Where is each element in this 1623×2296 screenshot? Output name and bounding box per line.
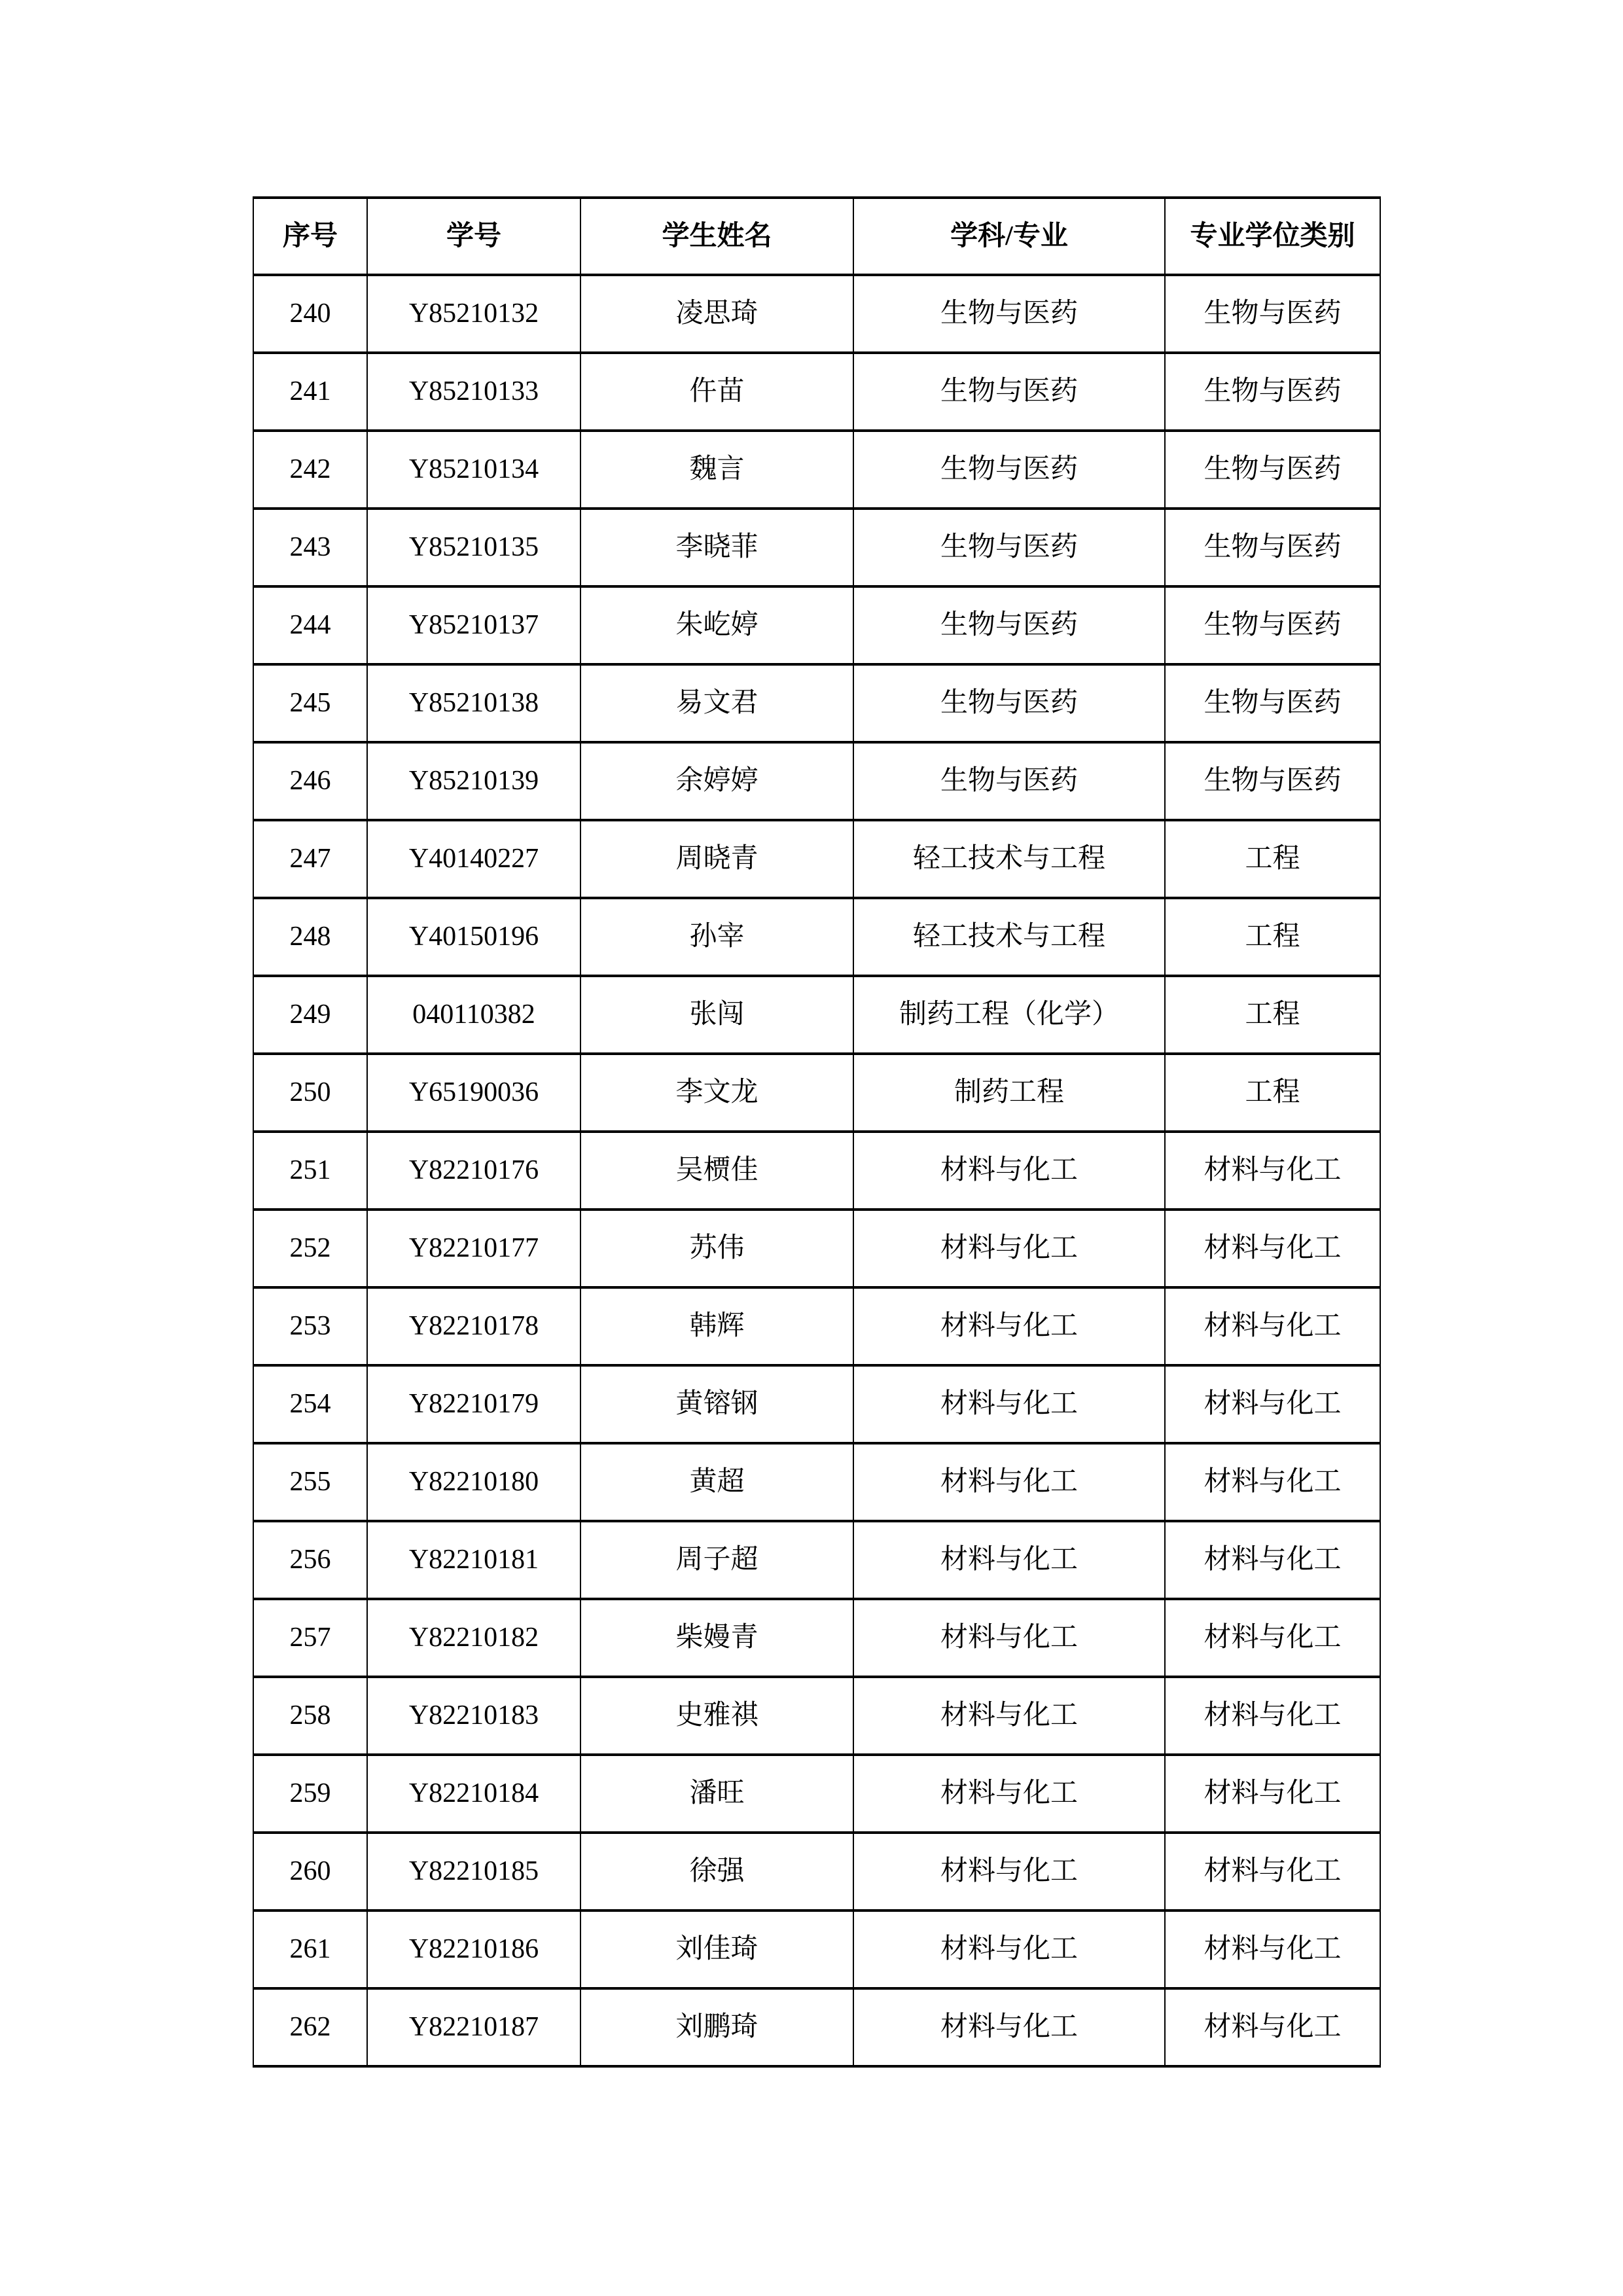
cell-student-id: Y82210183 [367,1677,580,1755]
cell-serial-number: 247 [253,820,367,898]
cell-serial-number: 240 [253,275,367,353]
cell-student-name: 李文龙 [580,1054,853,1132]
cell-major: 轻工技术与工程 [853,820,1165,898]
cell-student-id: Y85210138 [367,664,580,742]
cell-student-id: Y85210137 [367,586,580,664]
header-major: 学科/专业 [853,198,1165,275]
table-row [253,742,1380,820]
cell-student-id: Y85210134 [367,431,580,509]
cell-serial-number: 244 [253,586,367,664]
table-row [253,1677,1380,1755]
cell-student-id: Y82210187 [367,1988,580,2066]
cell-major: 材料与化工 [853,1521,1165,1599]
cell-student-id: Y65190036 [367,1054,580,1132]
table-row [253,1988,1380,2066]
cell-student-id: Y40140227 [367,820,580,898]
cell-student-name: 刘鹏琦 [580,1988,853,2066]
cell-student-id: Y85210132 [367,275,580,353]
cell-serial-number: 262 [253,1988,367,2066]
cell-serial-number: 241 [253,353,367,431]
cell-serial-number: 260 [253,1833,367,1910]
cell-major: 材料与化工 [853,1599,1165,1677]
cell-student-id: Y82210182 [367,1599,580,1677]
table-row [253,1910,1380,1988]
cell-major: 生物与医药 [853,275,1165,353]
cell-serial-number: 250 [253,1054,367,1132]
cell-major: 生物与医药 [853,509,1165,586]
cell-student-id: Y85210133 [367,353,580,431]
cell-student-name: 凌思琦 [580,275,853,353]
cell-serial-number: 251 [253,1132,367,1210]
cell-major: 材料与化工 [853,1677,1165,1755]
cell-major: 生物与医药 [853,353,1165,431]
cell-student-name: 徐强 [580,1833,853,1910]
cell-student-name: 吴槚佳 [580,1132,853,1210]
cell-degree-category: 材料与化工 [1165,1365,1380,1443]
header-serial-number: 序号 [253,198,367,275]
cell-serial-number: 248 [253,898,367,976]
cell-student-name: 柴嫚青 [580,1599,853,1677]
table-row [253,1287,1380,1365]
table-row [253,820,1380,898]
cell-student-name: 苏伟 [580,1210,853,1287]
table-row [253,976,1380,1054]
cell-student-name: 张闯 [580,976,853,1054]
cell-degree-category: 材料与化工 [1165,1910,1380,1988]
cell-serial-number: 254 [253,1365,367,1443]
cell-student-id: Y82210186 [367,1910,580,1988]
cell-serial-number: 242 [253,431,367,509]
table-row [253,431,1380,509]
cell-student-name: 孙宰 [580,898,853,976]
cell-student-name: 魏言 [580,431,853,509]
cell-major: 材料与化工 [853,1910,1165,1988]
cell-degree-category: 工程 [1165,820,1380,898]
cell-major: 材料与化工 [853,1210,1165,1287]
cell-degree-category: 生物与医药 [1165,275,1380,353]
cell-major: 材料与化工 [853,1287,1165,1365]
cell-degree-category: 生物与医药 [1165,742,1380,820]
cell-serial-number: 258 [253,1677,367,1755]
cell-student-name: 周晓青 [580,820,853,898]
cell-serial-number: 255 [253,1443,367,1521]
table-row [253,509,1380,586]
table-row [253,1365,1380,1443]
header-student-name: 学生姓名 [580,198,853,275]
cell-major: 材料与化工 [853,1365,1165,1443]
cell-major: 材料与化工 [853,1833,1165,1910]
cell-student-name: 易文君 [580,664,853,742]
cell-degree-category: 材料与化工 [1165,1210,1380,1287]
cell-major: 生物与医药 [853,742,1165,820]
table-row [253,1054,1380,1132]
cell-major: 材料与化工 [853,1988,1165,2066]
cell-student-id: Y82210184 [367,1755,580,1833]
cell-degree-category: 材料与化工 [1165,1443,1380,1521]
cell-student-name: 刘佳琦 [580,1910,853,1988]
table-body [253,275,1380,2066]
cell-student-id: Y82210181 [367,1521,580,1599]
cell-student-id: Y85210135 [367,509,580,586]
cell-degree-category: 材料与化工 [1165,1521,1380,1599]
cell-student-id: Y82210185 [367,1833,580,1910]
cell-major: 生物与医药 [853,586,1165,664]
cell-student-name: 潘旺 [580,1755,853,1833]
cell-serial-number: 256 [253,1521,367,1599]
table-row [253,1833,1380,1910]
cell-degree-category: 工程 [1165,976,1380,1054]
cell-student-id: 040110382 [367,976,580,1054]
cell-degree-category: 材料与化工 [1165,1833,1380,1910]
cell-student-id: Y82210177 [367,1210,580,1287]
cell-serial-number: 261 [253,1910,367,1988]
cell-student-name: 史雅祺 [580,1677,853,1755]
cell-serial-number: 257 [253,1599,367,1677]
cell-degree-category: 生物与医药 [1165,431,1380,509]
cell-serial-number: 243 [253,509,367,586]
table-row [253,275,1380,353]
cell-serial-number: 245 [253,664,367,742]
table-row [253,1521,1380,1599]
cell-serial-number: 246 [253,742,367,820]
table-row [253,353,1380,431]
cell-degree-category: 生物与医药 [1165,353,1380,431]
cell-degree-category: 生物与医药 [1165,509,1380,586]
table-row [253,1599,1380,1677]
table-row [253,586,1380,664]
header-student-id: 学号 [367,198,580,275]
table-row [253,1755,1380,1833]
header-row [253,198,1380,275]
cell-student-name: 黄镕钢 [580,1365,853,1443]
cell-student-name: 周子超 [580,1521,853,1599]
cell-major: 轻工技术与工程 [853,898,1165,976]
cell-serial-number: 252 [253,1210,367,1287]
cell-student-name: 朱屹婷 [580,586,853,664]
cell-student-name: 韩辉 [580,1287,853,1365]
cell-serial-number: 259 [253,1755,367,1833]
table-row [253,1210,1380,1287]
cell-student-name: 余婷婷 [580,742,853,820]
cell-student-id: Y40150196 [367,898,580,976]
cell-major: 材料与化工 [853,1443,1165,1521]
header-degree-category: 专业学位类别 [1165,198,1380,275]
cell-degree-category: 材料与化工 [1165,1287,1380,1365]
cell-student-id: Y85210139 [367,742,580,820]
table-row [253,898,1380,976]
cell-student-name: 黄超 [580,1443,853,1521]
cell-serial-number: 249 [253,976,367,1054]
cell-degree-category: 工程 [1165,898,1380,976]
table-row [253,1443,1380,1521]
cell-major: 材料与化工 [853,1132,1165,1210]
cell-major: 生物与医药 [853,664,1165,742]
cell-degree-category: 材料与化工 [1165,1132,1380,1210]
table-row [253,1132,1380,1210]
cell-degree-category: 材料与化工 [1165,1599,1380,1677]
cell-student-name: 李晓菲 [580,509,853,586]
cell-student-id: Y82210176 [367,1132,580,1210]
cell-serial-number: 253 [253,1287,367,1365]
cell-degree-category: 生物与医药 [1165,664,1380,742]
cell-degree-category: 材料与化工 [1165,1988,1380,2066]
cell-degree-category: 工程 [1165,1054,1380,1132]
table-row [253,664,1380,742]
cell-student-id: Y82210178 [367,1287,580,1365]
cell-major: 制药工程 [853,1054,1165,1132]
cell-degree-category: 材料与化工 [1165,1755,1380,1833]
cell-degree-category: 材料与化工 [1165,1677,1380,1755]
cell-student-id: Y82210179 [367,1365,580,1443]
cell-degree-category: 生物与医药 [1165,586,1380,664]
cell-student-id: Y82210180 [367,1443,580,1521]
cell-major: 材料与化工 [853,1755,1165,1833]
cell-major: 生物与医药 [853,431,1165,509]
cell-student-name: 仵苗 [580,353,853,431]
cell-major: 制药工程（化学） [853,976,1165,1054]
student-roster-table [253,196,1381,2068]
